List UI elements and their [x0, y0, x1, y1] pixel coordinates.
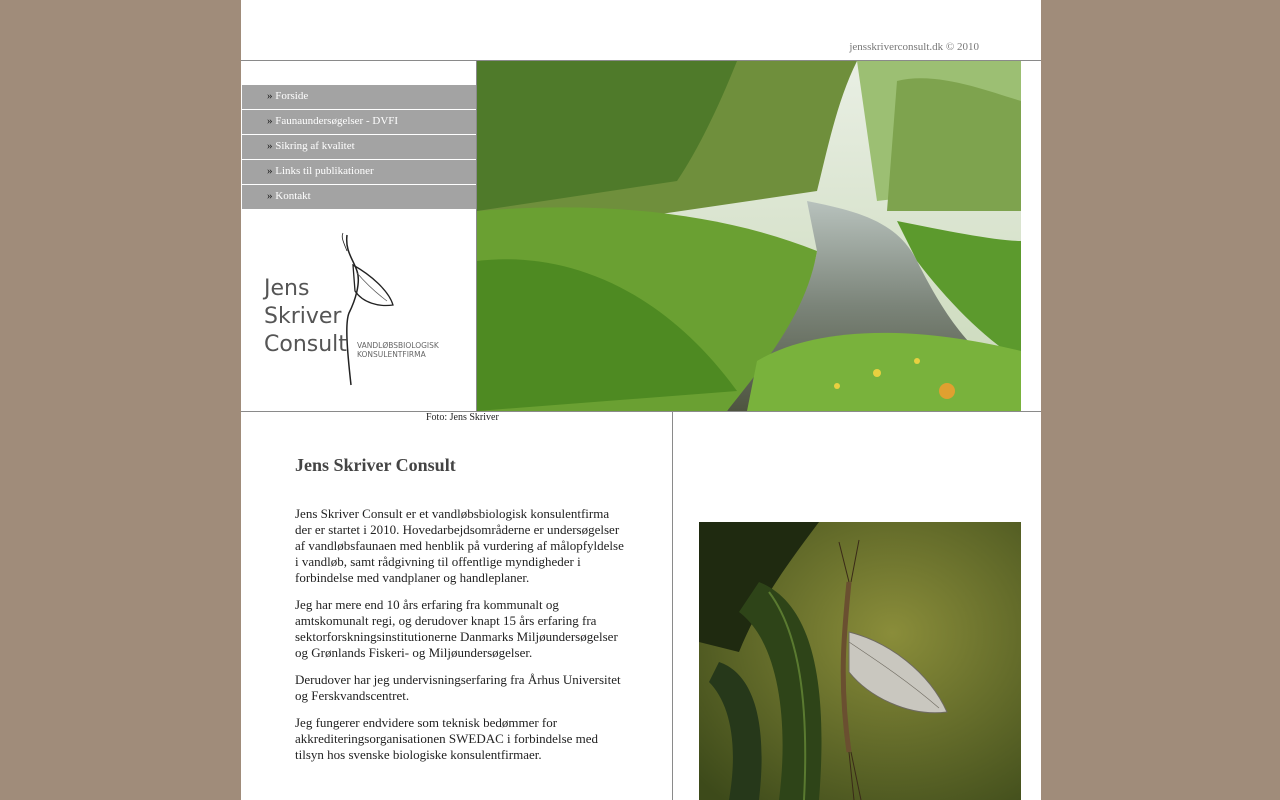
experience-paragraph: Jeg har mere end 10 års erfaring fra kommunalt og amtskomunalt regi, og derudover knapt 15 års erfaring fra sektorforskningsinstitutionerne Danmarks Miljøundersøgelser og Grønlands Fiskeri- og Miljøundersøgelser.	[295, 597, 618, 660]
hero-stream-photo	[477, 61, 1021, 411]
column-divider	[672, 412, 673, 800]
company-logo	[261, 231, 461, 391]
section-divider	[241, 411, 1041, 412]
nav-item-faunaundersogelser[interactable]	[242, 110, 476, 135]
photo-credit: Foto: Jens Skriver	[426, 412, 499, 423]
mayfly-photo	[699, 522, 1021, 800]
nav-item-kontakt[interactable]	[242, 185, 476, 210]
nav-item-forside[interactable]	[242, 85, 476, 110]
nav-arrow-icon: »	[267, 165, 273, 177]
nav-link-forside[interactable]: Forside	[275, 90, 309, 102]
copyright-text: jensskriverconsult.dk © 2010	[849, 41, 979, 53]
nav-arrow-icon: »	[267, 140, 273, 152]
teaching-paragraph: Derudover har jeg undervisningserfaring fra Århus Universitet og Ferskvandscentret.	[295, 672, 621, 703]
main-nav	[242, 85, 476, 210]
nav-arrow-icon: »	[267, 90, 273, 102]
nav-link-links[interactable]: Links til publikationer	[275, 165, 374, 177]
nav-arrow-icon: »	[267, 115, 273, 127]
logo-line3: Consult	[264, 332, 347, 357]
swedac-paragraph: Jeg fungerer endvidere som teknisk bedømmer for akkrediteringsorganisationen SWEDAC i forbindelse med tilsyn hos svenske biologiske konsulentfirmaer.	[295, 715, 599, 762]
logo-tagline-1: VANDLØBSBIOLOGISK	[357, 341, 439, 350]
nav-link-faunaundersogelser[interactable]: Faunaundersøgelser - DVFI	[275, 115, 399, 127]
intro-paragraph: Jens Skriver Consult er et vandløbsbiologisk konsulentfirma der er startet i 2010. Hovedarbejdsområderne er undersøgelser af vandløbsfaunaen med henblik på vurdering af målopfyldelse i vandløb, samt rådgivning til offentlige myndigheder i forbindelse med vandplaner og handleplaner.	[295, 506, 624, 585]
nav-arrow-icon: »	[267, 190, 273, 202]
page	[241, 0, 1041, 800]
logo-line2: Skriver	[264, 304, 342, 329]
nav-item-links[interactable]	[242, 160, 476, 185]
nav-link-kontakt[interactable]: Kontakt	[275, 190, 311, 202]
logo-tagline-2: KONSULENTFIRMA	[357, 350, 426, 359]
main-content	[295, 455, 625, 774]
logo-line1: Jens	[264, 276, 310, 301]
page-title: Jens Skriver Consult	[295, 455, 456, 475]
logo-mayfly-icon	[347, 235, 359, 385]
left-column	[241, 61, 477, 411]
header	[241, 0, 1041, 61]
nav-link-sikring[interactable]: Sikring af kvalitet	[275, 140, 355, 152]
nav-item-sikring[interactable]	[242, 135, 476, 160]
